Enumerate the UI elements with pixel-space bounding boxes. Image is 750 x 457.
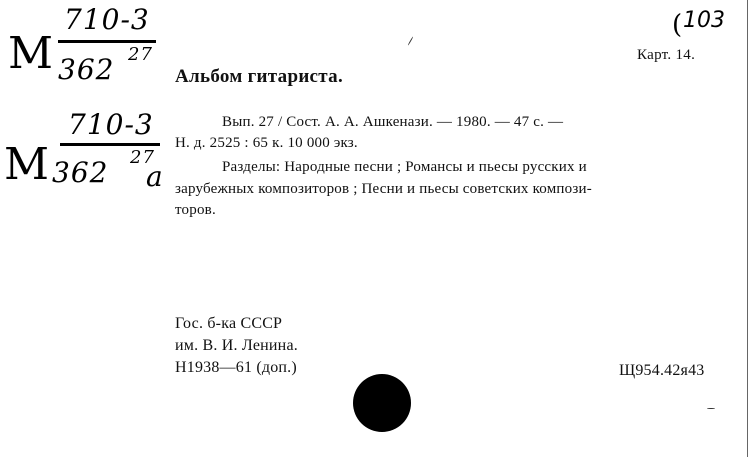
punch-hole xyxy=(353,374,411,432)
description-line-2: Н. д. 2525 : 65 к. 10 000 экз. xyxy=(175,135,358,151)
fraction-line xyxy=(58,40,156,43)
corner-paren: ( xyxy=(672,10,683,40)
shelfmark-numerator: 710-3 xyxy=(64,3,150,36)
scan-speck xyxy=(408,36,414,45)
card-edge xyxy=(747,0,748,457)
shelfmark-letter: М xyxy=(4,139,51,190)
shelfmark-suffix: а xyxy=(146,160,164,193)
shelfmark-upper xyxy=(0,0,170,95)
classification-code: Щ954.42я43 xyxy=(619,362,705,379)
shelfmark-lower xyxy=(0,105,175,200)
book-title: Альбом гитариста. xyxy=(175,66,344,87)
shelfmark-numerator: 710-3 xyxy=(68,108,154,141)
card-number: Карт. 14. xyxy=(637,47,696,63)
shelfmark-letter: М xyxy=(8,28,55,79)
shelfmark-superscript: 27 xyxy=(128,44,153,65)
library-line-1: Гос. б-ка СССР xyxy=(175,315,283,332)
shelfmark-denominator: 362 xyxy=(52,156,109,189)
scan-speck xyxy=(707,408,715,409)
description-line-1: Вып. 27 / Сост. А. А. Ашкенази. — 1980. — 47 с. — xyxy=(222,114,564,130)
contents-line-1: Разделы: Народные песни ; Романсы и пьесы русских и xyxy=(222,159,587,175)
fraction-line xyxy=(60,143,160,146)
library-line-3: Н1938—61 (доп.) xyxy=(175,359,297,376)
contents-line-2: зарубежных композиторов ; Песни и пьесы советских компози- xyxy=(175,181,592,197)
corner-note: 103 xyxy=(683,8,725,33)
contents-line-3: торов. xyxy=(175,202,216,218)
shelfmark-superscript: 27 xyxy=(130,147,155,168)
shelfmark-denominator: 362 xyxy=(58,53,115,86)
library-line-2: им. В. И. Ленина. xyxy=(175,337,298,354)
